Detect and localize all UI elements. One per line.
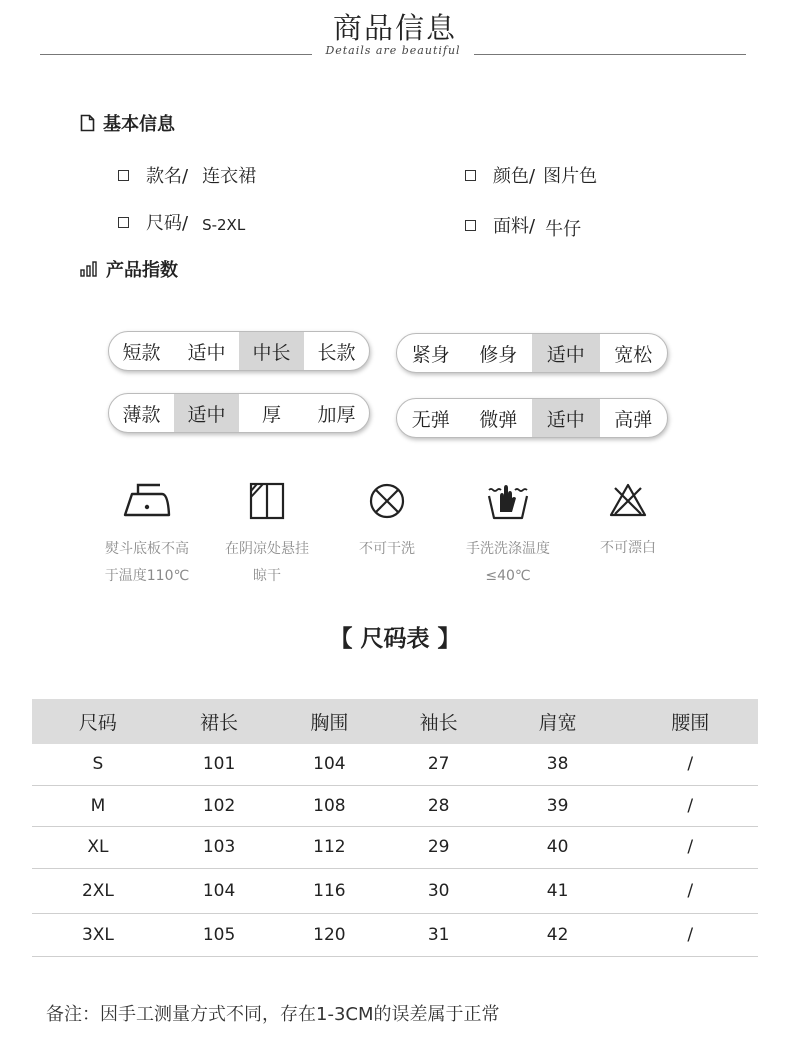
page-title: 商品信息 [332, 11, 457, 45]
care-text: ≤40℃ [485, 568, 531, 584]
index-option: 短款 [122, 341, 161, 364]
index-option: 加厚 [317, 403, 356, 426]
index-option: 高弹 [614, 408, 653, 431]
table-cell: XL [32, 826, 164, 868]
care-text: 不可干洗 [359, 541, 415, 557]
table-row [32, 913, 758, 956]
index-option: 适中 [187, 341, 226, 364]
index-option-selected: 适中 [532, 334, 600, 372]
index-pill-thickness [108, 393, 370, 433]
info-item-fabric [465, 209, 581, 241]
care-text: 熨斗底板不高 [105, 541, 189, 557]
table-cell: / [622, 744, 758, 785]
table-cell: 29 [385, 826, 493, 868]
index-option: 紧身 [411, 343, 450, 366]
index-option: 无弹 [411, 408, 450, 431]
table-cell: M [32, 785, 164, 826]
table-cell: 41 [493, 868, 623, 913]
table-row [32, 744, 758, 785]
column-header: 裙长 [164, 699, 274, 744]
table-cell: 2XL [32, 868, 164, 913]
care-text: 晾干 [253, 568, 281, 584]
page-subtitle: Details are beautiful [325, 44, 461, 57]
table-cell: 39 [493, 785, 623, 826]
table-cell: 104 [164, 868, 274, 913]
size-chart-title: 【 尺码表 】 [329, 626, 461, 652]
index-pill-fit [396, 333, 668, 373]
index-option: 宽松 [614, 343, 653, 366]
table-cell: 108 [274, 785, 384, 826]
column-header: 胸围 [274, 699, 384, 744]
info-value: 牛仔 [545, 219, 582, 240]
index-option-selected: 中长 [239, 332, 304, 370]
table-row [32, 785, 758, 826]
hang-dry-shade-icon [249, 482, 285, 520]
no-bleach-icon [608, 482, 648, 518]
info-value: 图片色 [543, 166, 598, 187]
care-item-no-bleach [563, 482, 693, 562]
bar-chart-icon [80, 261, 98, 277]
table-cell: 30 [385, 868, 493, 913]
column-header: 尺码 [32, 699, 164, 744]
info-value: S-2XL [202, 216, 246, 234]
table-cell: / [622, 868, 758, 913]
table-row [32, 868, 758, 913]
header-divider-left [40, 54, 312, 55]
care-item-hand-wash [443, 482, 573, 590]
table-cell: 105 [164, 913, 274, 956]
checkbox-icon [465, 170, 476, 181]
table-cell: 28 [385, 785, 493, 826]
basic-info-heading-text: 基本信息 [103, 114, 175, 135]
table-cell: 38 [493, 744, 623, 785]
care-item-iron [82, 482, 212, 590]
product-index-heading [80, 256, 178, 282]
table-cell: 31 [385, 913, 493, 956]
table-cell: / [622, 785, 758, 826]
size-table-header [32, 699, 758, 744]
checkbox-icon [118, 170, 129, 181]
table-cell: S [32, 744, 164, 785]
index-pill-length [108, 331, 370, 371]
basic-info-heading [80, 110, 175, 136]
table-cell: 102 [164, 785, 274, 826]
info-label: 款名/ [146, 166, 189, 187]
care-item-no-dry-clean [322, 482, 452, 563]
index-option: 微弹 [479, 408, 518, 431]
product-index-heading-text: 产品指数 [106, 260, 178, 281]
no-dry-clean-icon [368, 482, 406, 520]
index-pill-elasticity [396, 398, 668, 438]
size-table [32, 699, 758, 957]
info-item-color [465, 162, 597, 188]
table-cell: 103 [164, 826, 274, 868]
table-cell: 27 [385, 744, 493, 785]
table-cell: / [622, 826, 758, 868]
index-option-selected: 适中 [532, 399, 600, 437]
iron-icon [122, 482, 172, 518]
index-option: 薄款 [122, 403, 161, 426]
index-option-selected: 适中 [174, 394, 239, 432]
info-label: 尺码/ [146, 213, 189, 234]
checkbox-icon [118, 217, 129, 228]
table-cell: 101 [164, 744, 274, 785]
index-option: 厚 [261, 403, 281, 426]
info-value: 连衣裙 [202, 166, 257, 187]
table-cell: 116 [274, 868, 384, 913]
table-cell: 112 [274, 826, 384, 868]
table-cell: / [622, 913, 758, 956]
care-text: 手洗洗涤温度 [466, 541, 550, 557]
column-header: 肩宽 [493, 699, 623, 744]
document-icon [80, 114, 95, 132]
info-item-size [118, 209, 245, 235]
column-header: 袖长 [385, 699, 493, 744]
care-item-hang-dry [202, 482, 332, 590]
info-label: 颜色/ [493, 166, 536, 187]
index-option: 修身 [479, 343, 518, 366]
hand-wash-icon [486, 482, 530, 520]
table-cell: 104 [274, 744, 384, 785]
care-text: 于温度110℃ [104, 568, 190, 584]
care-text: 在阴凉处悬挂 [225, 541, 309, 557]
table-cell: 120 [274, 913, 384, 956]
header-divider-right [474, 54, 746, 55]
info-label: 面料/ [493, 216, 536, 237]
info-item-style-name [118, 162, 256, 188]
table-cell: 40 [493, 826, 623, 868]
table-cell: 3XL [32, 913, 164, 956]
column-header: 腰围 [622, 699, 758, 744]
care-text: 不可漂白 [600, 540, 656, 556]
checkbox-icon [465, 220, 476, 231]
table-cell: 42 [493, 913, 623, 956]
measurement-note: 备注：因手工测量方式不同，存在1-3CM的误差属于正常 [46, 1004, 500, 1025]
index-option: 长款 [317, 341, 356, 364]
table-row [32, 826, 758, 868]
